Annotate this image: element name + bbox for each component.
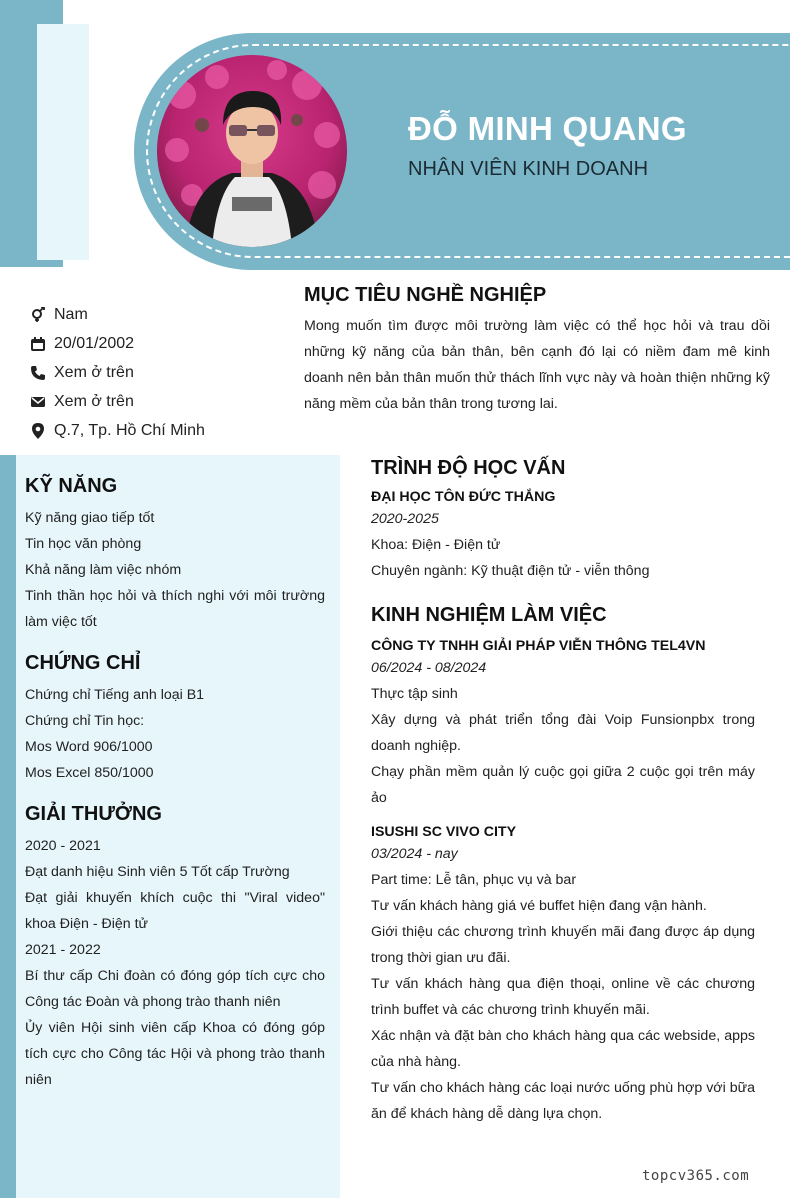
education-period: 2020-2025 [371, 511, 439, 527]
experience-title: KINH NGHIỆM LÀM VIỆC [371, 604, 607, 626]
certificate-item: Chứng chỉ Tiếng anh loại B1 [25, 687, 205, 703]
contact-email [29, 387, 205, 416]
contact-info [29, 300, 205, 445]
award-item: 2021 - 2022 [25, 942, 101, 958]
job-line: Tư vấn khách hàng qua điện thoại, online về các chương trình buffet và các chương trình khuyến mãi. [371, 976, 755, 1018]
location-pin-icon [29, 422, 47, 440]
job-details [371, 841, 755, 1127]
job-line: Tư vấn cho khách hàng các loại nước uống phù hợp với bữa ăn để khách hàng dễ dàng lựa chọn. [371, 1080, 755, 1122]
mail-icon [29, 393, 47, 411]
job-line: Thực tập sinh [371, 686, 458, 702]
awards-title: GIẢI THƯỞNG [25, 803, 162, 825]
job-entry [371, 824, 755, 1127]
profile-photo [157, 55, 347, 247]
skill-item: Khả năng làm việc nhóm [25, 562, 182, 578]
left-accent-strip [0, 455, 16, 1198]
certificate-item: Mos Excel 850/1000 [25, 765, 154, 781]
job-line: Chạy phần mềm quản lý cuộc gọi giữa 2 cuộc gọi trên máy ảo [371, 764, 755, 806]
contact-gender-value: Nam [54, 305, 88, 323]
job-details [371, 655, 755, 811]
candidate-role: NHÂN VIÊN KINH DOANH [408, 158, 649, 180]
education-faculty: Khoa: Điện - Điện tử [371, 537, 501, 553]
contact-dob-value: 20/01/2002 [54, 334, 135, 352]
award-item: Bí thư cấp Chi đoàn có đóng góp tích cực cho Công tác Đoàn và phong trào thanh niên [25, 968, 325, 1010]
skills-section [25, 475, 325, 635]
job-line: Part time: Lễ tân, phục vụ và bar [371, 872, 577, 888]
objective-title: MỤC TIÊU NGHỀ NGHIỆP [304, 284, 547, 306]
certificates-list [25, 682, 325, 786]
awards-list [25, 833, 325, 1093]
job-line: Xây dựng và phát triển tổng đài Voip Funsionpbx trong doanh nghiệp. [371, 712, 755, 754]
skill-item: Kỹ năng giao tiếp tốt [25, 510, 155, 526]
certificate-item: Chứng chỉ Tin học: [25, 713, 145, 729]
contact-dob [29, 329, 205, 358]
contact-phone-value: Xem ở trên [54, 363, 134, 381]
calendar-icon [29, 335, 47, 353]
awards-section [25, 803, 325, 1093]
certificates-title: CHỨNG CHỈ [25, 652, 141, 674]
skills-title: KỸ NĂNG [25, 475, 118, 497]
skill-item: Tinh thần học hỏi và thích nghi với môi trường làm việc tốt [25, 588, 325, 630]
contact-address [29, 416, 205, 445]
contact-phone [29, 358, 205, 387]
education-details [371, 506, 755, 584]
phone-icon [29, 364, 47, 382]
award-item: Đạt giải khuyến khích cuộc thi "Viral video" khoa Điện - Điện tử [25, 890, 325, 932]
skill-item: Tin học văn phòng [25, 536, 142, 552]
contact-email-value: Xem ở trên [54, 392, 134, 410]
contact-gender [29, 300, 205, 329]
gender-icon [29, 306, 47, 324]
education-title: TRÌNH ĐỘ HỌC VẤN [371, 457, 566, 479]
job-period: 06/2024 - 08/2024 [371, 660, 487, 676]
skills-list [25, 505, 325, 635]
award-item: Ủy viên Hội sinh viên cấp Khoa có đóng góp tích cực cho Công tác Hội và phong trào thanh niên [25, 1020, 325, 1088]
award-item: Đạt danh hiệu Sinh viên 5 Tốt cấp Trường [25, 864, 290, 880]
watermark: topcv365.com [642, 1168, 750, 1184]
education-section [371, 457, 755, 584]
contact-address-value: Q.7, Tp. Hồ Chí Minh [54, 421, 205, 439]
job-company: CÔNG TY TNHH GIẢI PHÁP VIỄN THÔNG TEL4VN [371, 638, 706, 654]
job-line: Giới thiệu các chương trình khuyến mãi đang được áp dụng trong thời gian ưu đãi. [371, 924, 755, 966]
job-line: Xác nhận và đặt bàn cho khách hàng qua các webside, apps của nhà hàng. [371, 1028, 755, 1070]
award-item: 2020 - 2021 [25, 838, 101, 854]
experience-section [371, 604, 755, 1127]
certificates-section [25, 652, 325, 786]
job-line: Tư vấn khách hàng giá vé buffet hiện đang vận hành. [371, 898, 707, 914]
job-company: ISUSHI SC VIVO CITY [371, 824, 517, 840]
education-major: Chuyên ngành: Kỹ thuật điện tử - viễn thông [371, 563, 650, 579]
certificate-item: Mos Word 906/1000 [25, 739, 153, 755]
candidate-name: ĐỖ MINH QUANG [408, 110, 687, 147]
header-light-block [37, 24, 89, 260]
job-entry [371, 638, 755, 811]
education-school: ĐẠI HỌC TÔN ĐỨC THẮNG [371, 489, 556, 505]
objective-text: Mong muốn tìm được môi trường làm việc có thể học hỏi và trau dồi những kỹ năng của bản thân, bên cạnh đó lại có niềm đam mê kinh doanh nên bản thân muốn thử thách lĩnh vực này và hoàn thiện những kỹ năng mềm của bản thân trong tương lai. [304, 318, 770, 412]
job-period: 03/2024 - nay [371, 846, 458, 862]
